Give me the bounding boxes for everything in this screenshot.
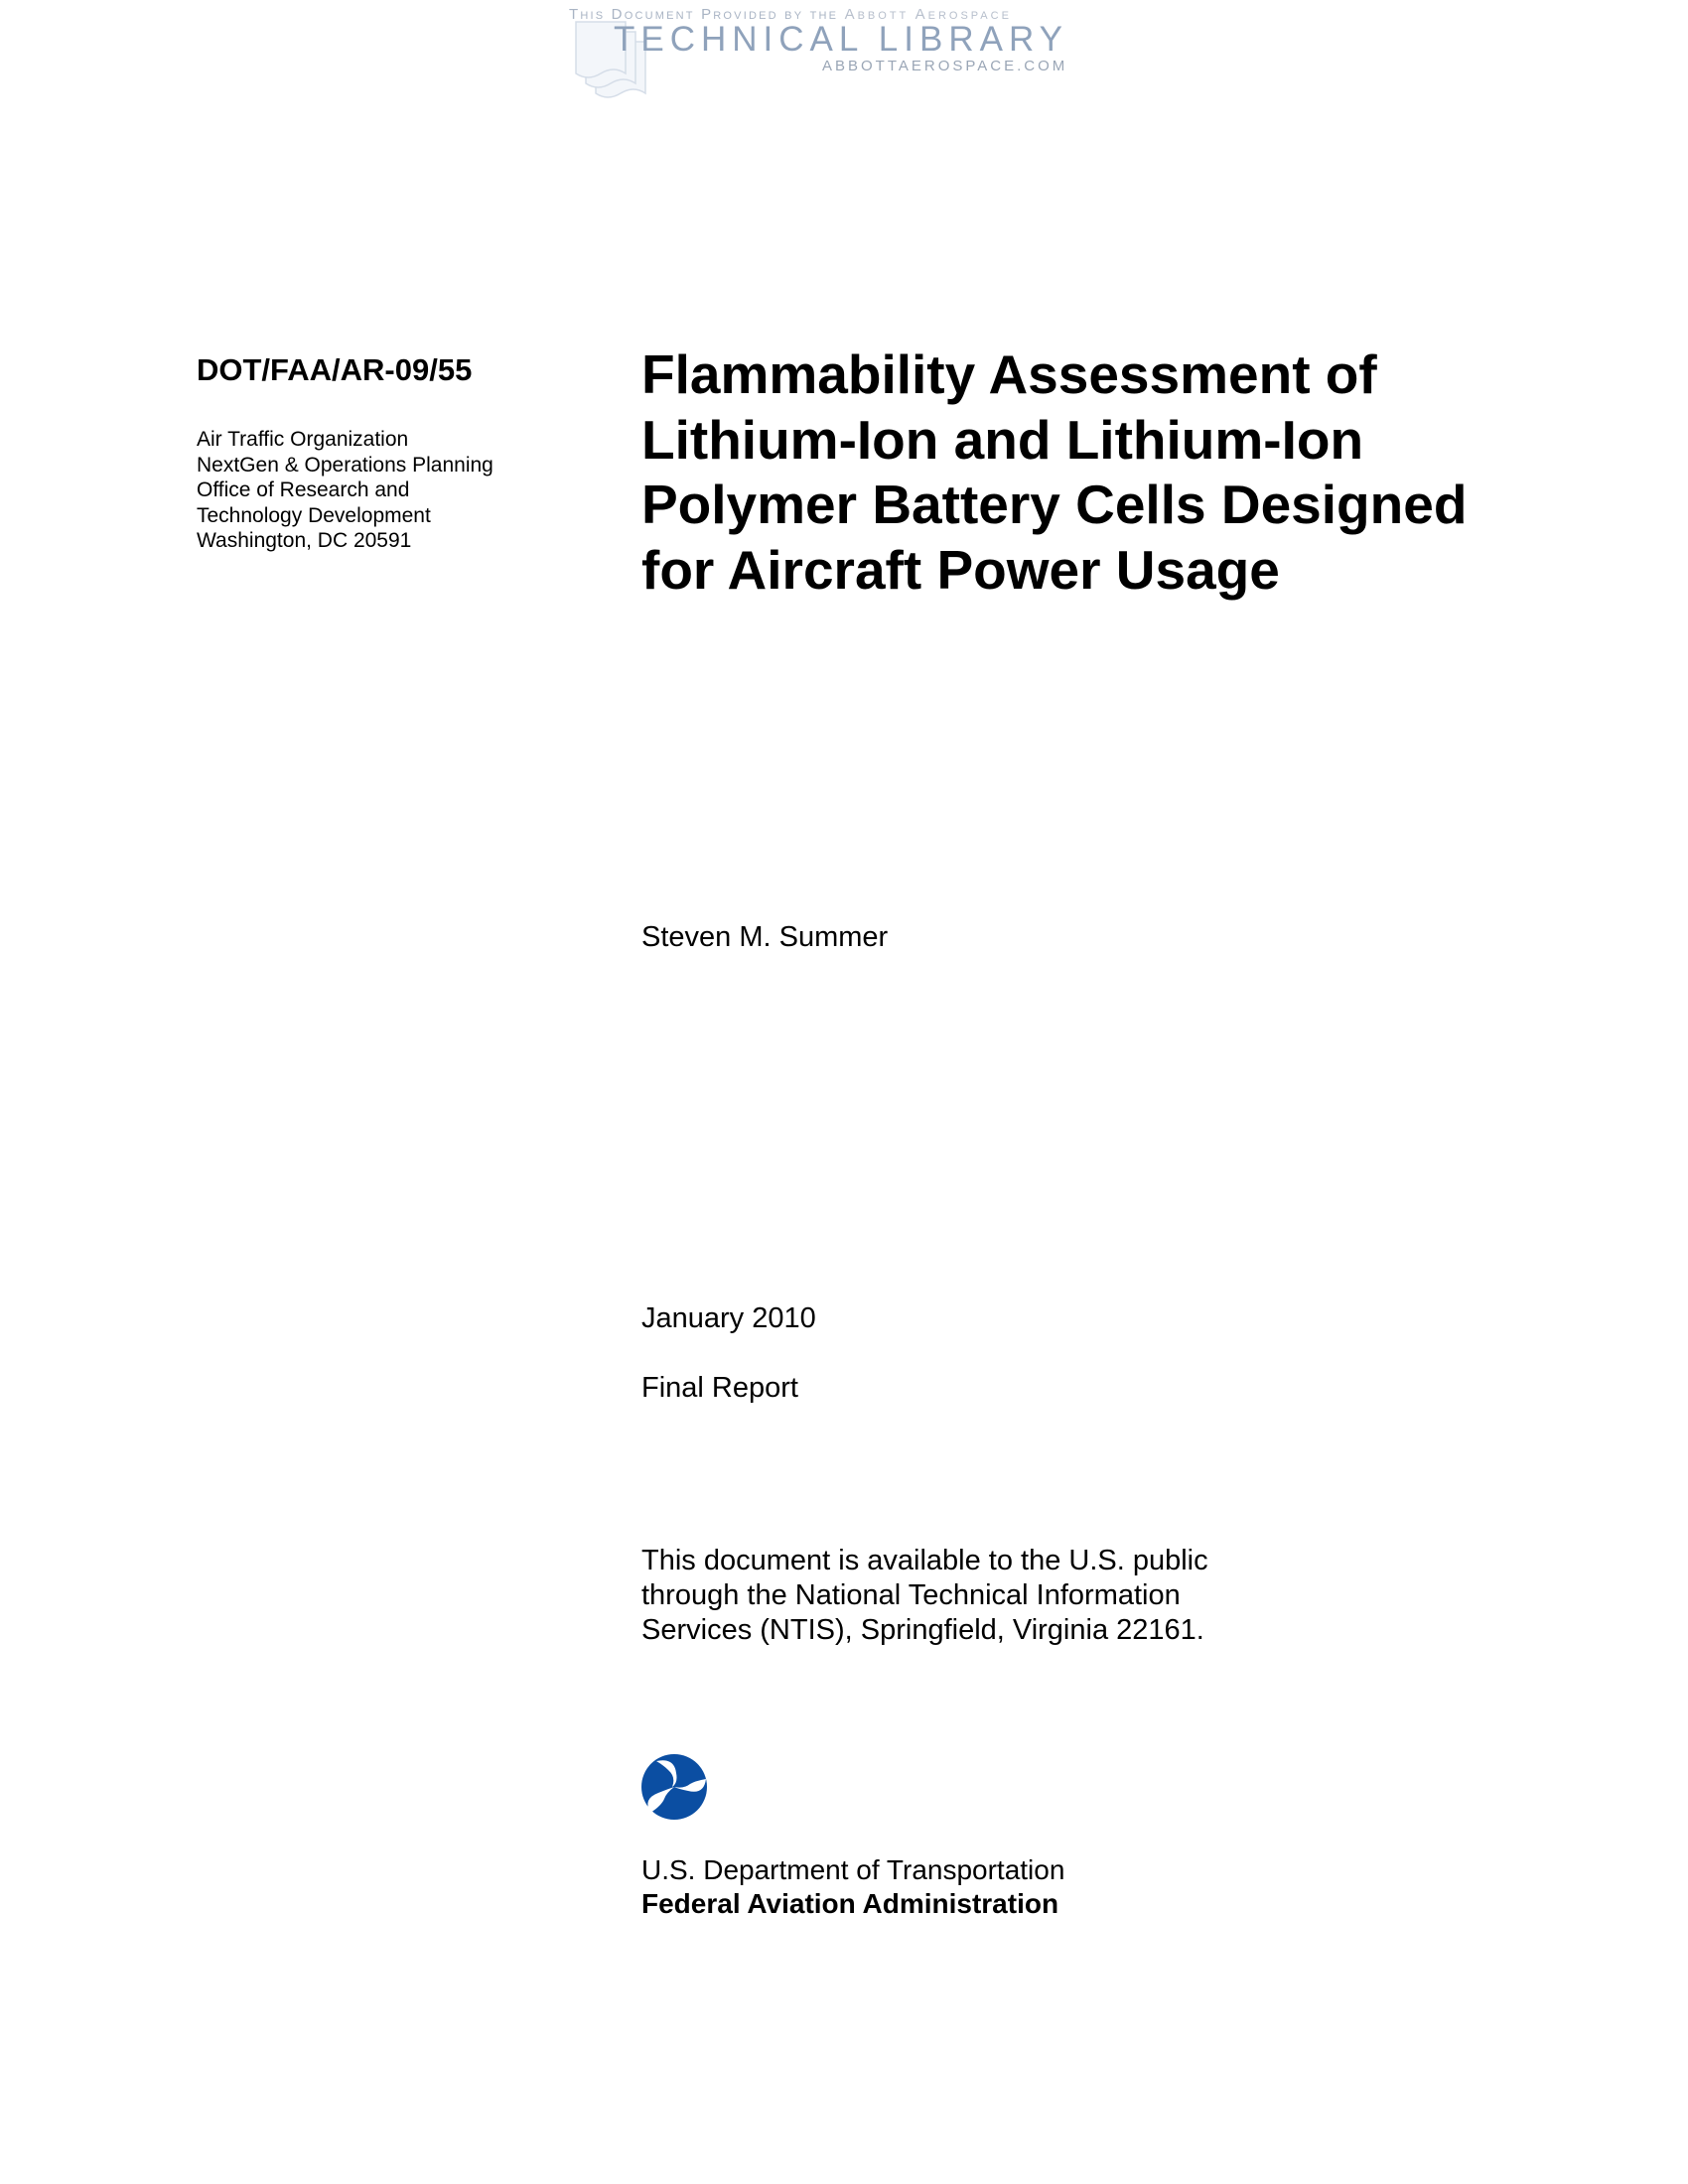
title-line: Lithium-Ion and Lithium-Ion (641, 408, 1364, 471)
availability-line: Services (NTIS), Springfield, Virginia 22161. (641, 1614, 1204, 1646)
title-line: for Aircraft Power Usage (641, 538, 1280, 601)
report-type: Final Report (641, 1372, 798, 1404)
title-line: Flammability Assessment of (641, 343, 1377, 405)
address-line: Technology Development (197, 503, 431, 527)
watermark-library: TECHNICAL LIBRARY (614, 20, 1068, 59)
department-name: U.S. Department of Transportation (641, 1854, 1065, 1885)
dot-logo-icon (640, 1753, 708, 1821)
administration-name: Federal Aviation Administration (641, 1888, 1059, 1919)
brand-text: Abbott Aerospace (844, 6, 1012, 23)
availability-statement (641, 1544, 1208, 1648)
availability-line: This document is available to the U.S. public (641, 1545, 1208, 1576)
address-line: Office of Research and (197, 478, 410, 501)
address-line: Washington, DC 20591 (197, 529, 412, 552)
report-number: DOT/FAA/AR-09/55 (197, 352, 473, 387)
provided-by-text: This Document Provided by the (569, 6, 839, 23)
sponsor-address (197, 427, 493, 554)
address-line: Air Traffic Organization (197, 428, 409, 451)
availability-line: through the National Technical Information (641, 1579, 1181, 1611)
author: Steven M. Summer (641, 921, 889, 953)
report-date: January 2010 (641, 1302, 816, 1334)
watermark-url: ABBOTTAEROSPACE.COM (822, 58, 1068, 74)
title-line: Polymer Battery Cells Designed (641, 474, 1468, 535)
report-title (641, 342, 1467, 603)
address-line: NextGen & Operations Planning (197, 453, 493, 477)
